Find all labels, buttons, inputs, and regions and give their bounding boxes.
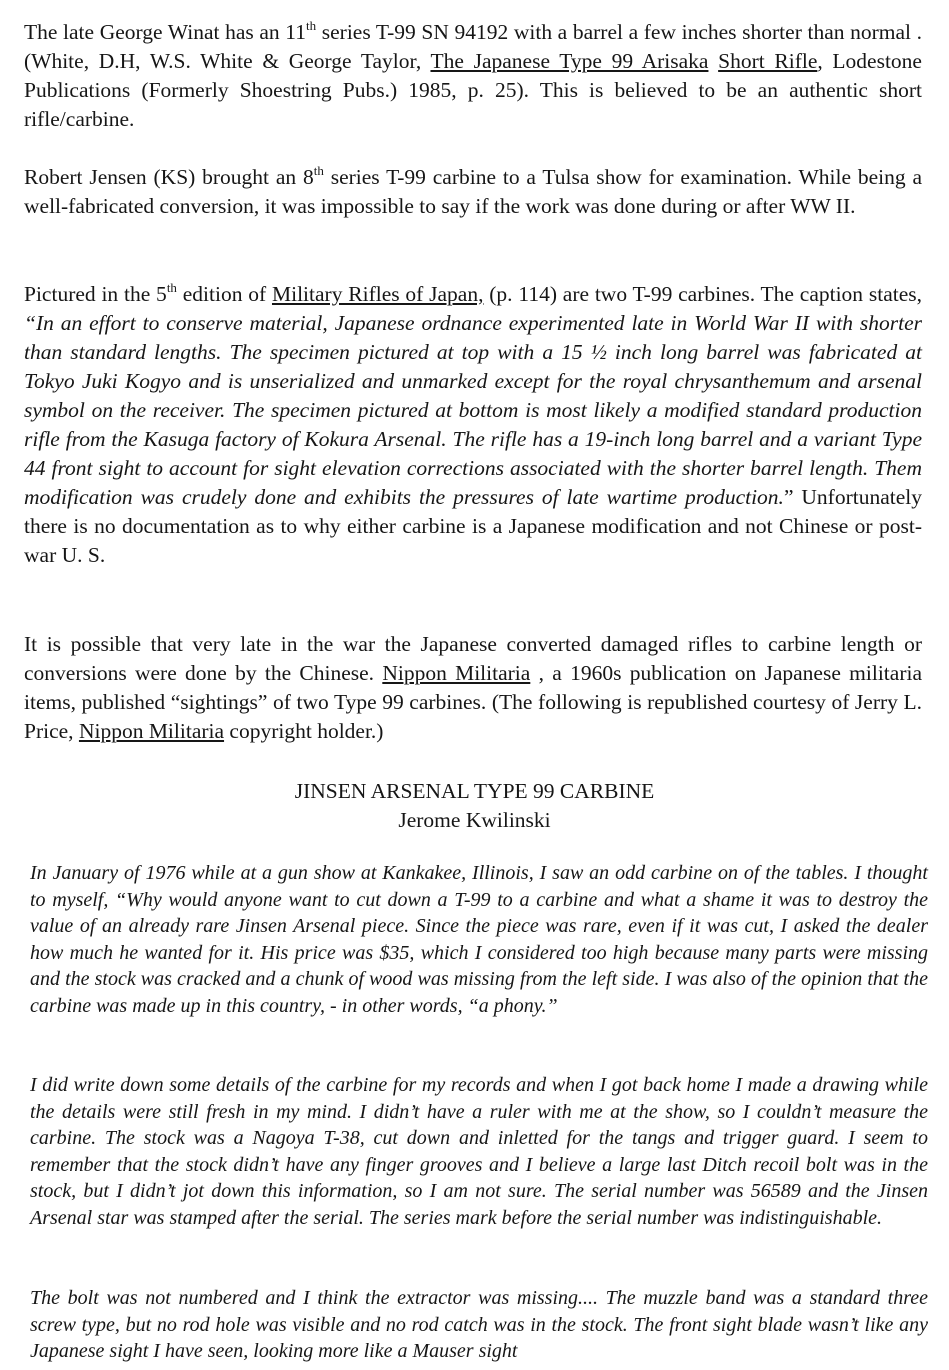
text: , a 1960s publication on Japanese militaria items, published “sightings” of two Type 99 carbines. (The following is republished courtesy of Jerry L. Price, [24, 661, 922, 743]
publication-title: Nippon Militaria [78, 719, 225, 743]
quoted-paragraph-3: The bolt was not numbered and I think the extractor was missing.... The muzzle band was a standard three screw type, but no rod hole was visible and no rod catch was in the stock. The front sight blade wasn’t like any Japanese sight I have seen, looking more like a Mauser sight [30, 1287, 928, 1362]
superscript: th [313, 163, 324, 178]
text: The late George Winat has an 11 [24, 20, 306, 44]
text: Robert Jensen (KS) brought an 8 [24, 165, 314, 189]
text: (p. 114) are two T-99 carbines. The caption states, [483, 282, 923, 306]
text: ” Unfortunately there is no documentation as to why either carbine is a Japanese modification and not Chinese or post-war U. S. [24, 485, 922, 567]
superscript: th [306, 18, 317, 33]
text [708, 49, 718, 73]
text: Pictured in the 5 [24, 282, 167, 306]
book-title: Military Rifles of Japan, [271, 282, 484, 306]
book-title: Short Rifle [718, 49, 818, 73]
article-author: Jerome Kwilinski [398, 808, 551, 832]
text: copyright holder.) [224, 719, 384, 743]
text: series T-99 SN 94192 with a barrel a few inches shorter than normal . (White, D.H, W.S. White & George Taylor, [24, 20, 922, 73]
paragraph-military-rifles [24, 280, 922, 570]
text: series T-99 carbine to a Tulsa show for examination. While being a well-fabricated conversion, it was impossible to say if the work was done during or after WW II. [24, 165, 922, 218]
book-title: The Japanese Type 99 Arisaka [430, 49, 709, 73]
article-title: JINSEN ARSENAL TYPE 99 CARBINE [294, 779, 655, 803]
caption-quote: “In an effort to conserve material, Japanese ordnance experimented late in World War II with shorter than standard lengths. The specimen pictured at top with a 15 ½ inch long barrel was fabricated at Tokyo Juki Kogyo and is unserialized and unmarked except for the royal chrysanthemum and arsenal symbol on the receiver. The specimen pictured at bottom is most likely a modified standard production rifle from the Kasuga factory of Kokura Arsenal. The rifle has a 19-inch long barrel and a variant Type 44 front sight to account for sight elevation corrections associated with the shorter barrel length. Them modification was crudely done and exhibits the pressures of late wartime production. [24, 311, 922, 509]
paragraph-jensen [24, 163, 922, 221]
text: It is possible that very late in the war the Japanese converted damaged rifles to carbine length or conversions were done by the Chinese. [24, 632, 922, 685]
paragraph-nippon-militaria [24, 630, 922, 746]
paragraph-winat [24, 18, 922, 134]
quoted-paragraph-2: I did write down some details of the carbine for my records and when I got back home I made a drawing while the details were still fresh in my mind. I didn’t have a ruler with me at the show, so I couldn’t measure the carbine. The stock was a Nagoya T-38, cut down and inletted for the tangs and trigger guard. I seem to remember that the stock didn’t have any finger grooves and I believe a large last Ditch recoil bolt was in the stock, but I didn’t jot down this information, so I am not sure. The serial number was 56589 and the Jinsen Arsenal star was stamped after the serial. The series mark before the serial number was indistinguishable. [30, 1074, 928, 1229]
text: , Lodestone Publications (Formerly Shoestring Pubs.) 1985, p. 25). This is believed to be an authentic short rifle/carbine. [24, 49, 922, 131]
text: edition of [176, 282, 272, 306]
quoted-paragraph-1: In January of 1976 while at a gun show at Kankakee, Illinois, I saw an odd carbine on of the tables. I thought to myself, “Why would anyone want to cut down a T-99 to a carbine and what a shame it was to destroy the value of an already rare Jinsen Arsenal piece. Since the piece was rare, even if it was cut, I asked the dealer how much he wanted for it. His price was $35, which I considered too high because many parts were missing and the stock was cracked and a chunk of wood was missing from the left side. I was also of the opinion that the carbine was made up in this country, - in other words, “a phony.” [30, 862, 928, 1017]
superscript: th [166, 280, 177, 295]
publication-title: Nippon Militaria [382, 661, 531, 685]
